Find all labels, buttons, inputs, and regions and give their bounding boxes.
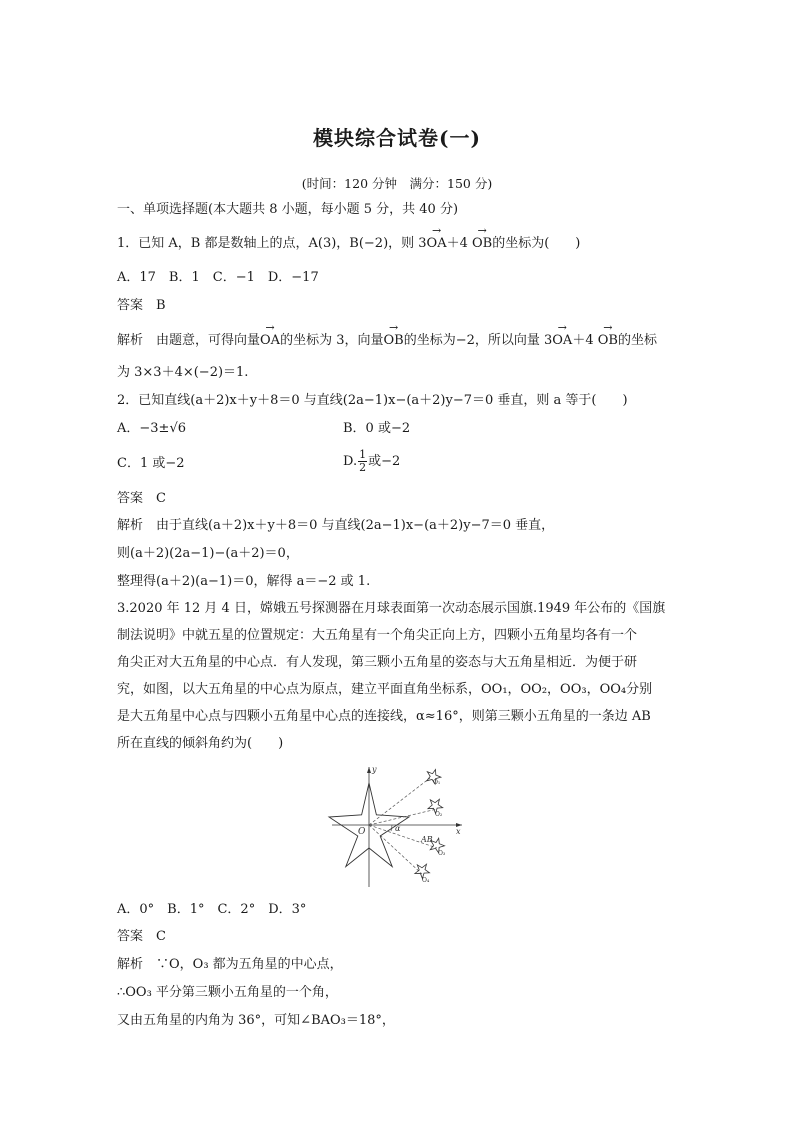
exam-meta: (时间：120 分钟 满分：150 分)	[301, 176, 493, 191]
y-axis-label: y	[372, 765, 377, 774]
fraction-numerator: 1	[359, 448, 367, 461]
question-3-line-1: 3.2020 年 12 月 4 日，嫦娥五号探测器在月球表面第一次动态展示国旗.1949 年公布的《国旗	[117, 601, 666, 616]
question-2-analysis-1: 解析 由于直线(a＋2)x＋y＋8＝0 与直线(2a−1)x−(a＋2)y−7＝0 垂直，	[117, 518, 555, 533]
alpha-label: α	[395, 824, 401, 833]
alpha-arc	[391, 825, 392, 831]
question-3-answer: 答案 C	[117, 929, 166, 944]
o3-label: O₃	[438, 850, 446, 857]
question-3-line-3: 角尖正对大五角星的中心点．有人发现，第三颗小五角星的姿态与大五角星相近．为便于研	[117, 655, 638, 670]
question-1-answer: 答案 B	[117, 298, 166, 313]
page-title: 模块综合试卷(一)	[313, 126, 481, 150]
vector-ob: → OB	[383, 333, 403, 349]
vector-oa: → OA	[427, 236, 447, 252]
q1-analysis-part: 解析 由题意，可得向量	[117, 333, 261, 348]
question-2-analysis-2: 则(a＋2)(2a−1)−(a＋2)＝0，	[117, 546, 299, 561]
o4-label: O₄	[422, 877, 430, 884]
question-1-stem	[117, 236, 580, 252]
q1-analysis-part: 的坐标为 3，向量	[280, 333, 384, 348]
question-3-line-4: 究，如图，以大五角星的中心点为原点，建立平面直角坐标系，OO₁，OO₂，OO₃，OO₄分别	[117, 682, 653, 697]
q1-stem-part: A，B 都是数轴上的点，A(3)，B(−2)，则 3	[168, 236, 427, 251]
question-2-option-c: C．1 或−2	[117, 456, 185, 471]
option-d-label: D.	[343, 454, 358, 469]
question-3-analysis-2: ∴OO₃ 平分第三颗小五角星的一个角，	[117, 985, 338, 1000]
question-3-analysis-3: 又由五角星的内角为 36°，可知∠BAO₃＝18°，	[117, 1013, 395, 1028]
question-3-options: A．0° B．1° C．2° D．3°	[117, 902, 307, 917]
question-3-line-2: 制法说明》中就五星的位置规定：大五角星有一个角尖正向上方，四颗小五角星均各有一个	[117, 628, 638, 643]
question-2-analysis-3: 整理得(a＋2)(a−1)＝0，解得 a＝−2 或 1.	[117, 574, 371, 589]
q1-stem-part: 的坐标为( )	[492, 236, 581, 251]
origin-label: O	[358, 827, 366, 837]
option-d-text: 或−2	[368, 454, 401, 469]
question-3-line-5: 是大五角星中心点与四颗小五角星中心点的连接线，α≈16°，则第三颗小五角星的一条边 AB	[117, 709, 651, 724]
q1-stem-part: ＋4	[446, 236, 472, 251]
section-heading: 一、单项选择题(本大题共 8 小题，每小题 5 分，共 40 分)	[117, 202, 459, 217]
question-1-analysis	[117, 333, 657, 349]
question-2-option-a: A．−3±√6	[117, 421, 186, 436]
fraction-denominator: 2	[359, 461, 367, 474]
question-2-option-b: B．0 或−2	[343, 421, 411, 436]
y-axis-arrow	[367, 767, 371, 773]
question-2-option-d	[343, 449, 400, 474]
vector-ob: → OB	[598, 333, 618, 349]
ab-label: AB	[421, 835, 433, 844]
x-axis-label: x	[456, 827, 461, 836]
question-3-line-6: 所在直线的倾斜角约为( )	[117, 736, 284, 751]
question-2-answer: 答案 C	[117, 491, 166, 506]
fraction-one-half	[358, 449, 367, 474]
o2-label: O₂	[435, 811, 443, 818]
question-3-analysis-1: 解析 ∵O，O₃ 都为五角星的中心点，	[117, 957, 343, 972]
vector-oa: → OA	[552, 333, 572, 349]
question-1-options: A．17 B．1 C．−1 D．−17	[117, 270, 319, 285]
q1-analysis-part: 的坐标	[617, 333, 657, 348]
vector-ob: → OB	[472, 236, 492, 252]
vector-oa: → OA	[260, 333, 280, 349]
question-2-stem: 2．已知直线(a＋2)x＋y＋8＝0 与直线(2a−1)x−(a＋2)y−7＝0 垂直，则 a 等于( )	[117, 393, 628, 408]
five-star-figure	[322, 762, 472, 892]
o1-label: O₁	[433, 779, 441, 786]
question-1-analysis-cont: 为 3×3＋4×(−2)＝1.	[117, 365, 249, 380]
q1-analysis-part: 的坐标为−2，所以向量 3	[403, 333, 553, 348]
q1-stem-part: 1．已知	[117, 236, 169, 251]
q1-analysis-part: ＋4	[572, 333, 598, 348]
